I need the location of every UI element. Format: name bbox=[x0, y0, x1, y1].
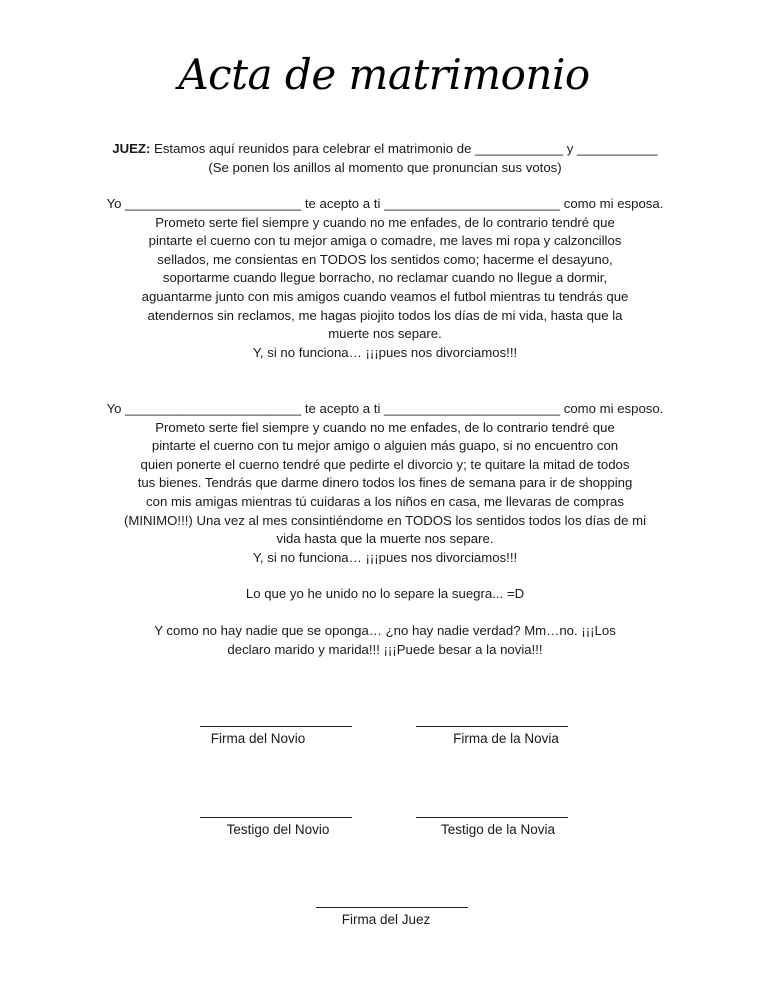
vow-novio-line: atendernos sin reclamos, me hagas piojito todos los días de mi vida, hasta que la bbox=[147, 307, 623, 323]
vow-novio-line: Y, si no funciona… ¡¡¡pues nos divorciamos!!! bbox=[252, 344, 518, 360]
vow-novio-line: pintarte el cuerno con tu mejor amiga o comadre, me laves mi ropa y calzoncillos bbox=[148, 233, 622, 249]
vow-novia-line: (MINIMO!!!) Una vez al mes consintiéndome en TODOS los sentidos todos los días de mi bbox=[123, 512, 647, 528]
juez-label: JUEZ: bbox=[112, 141, 151, 156]
vow-novia-line: tus bienes. Tendrás que darme dinero todos los fines de semana para ir de shopping bbox=[137, 475, 633, 491]
novia-signature-line[interactable] bbox=[416, 726, 568, 727]
testigo-novia-label: Testigo de la Novia bbox=[440, 822, 556, 837]
vow-novio-line: muerte nos separe. bbox=[328, 326, 442, 342]
vow-novio-line: sellados, me consientas en TODOS los sentidos como; hacerme el desayuno, bbox=[157, 251, 613, 267]
suegra-line bbox=[105, 585, 665, 604]
testigo-novio-label: Testigo del Novio bbox=[226, 822, 330, 837]
vow-novia-line: pintarte el cuerno con tu mejor amigo o alguien más guapo, si no encuentro con bbox=[151, 438, 619, 454]
vow-novio-block bbox=[105, 195, 665, 362]
testigo-novio-signature-line[interactable] bbox=[200, 817, 352, 818]
vow-novia-line: Yo ________________________ te acepto a ti ________________________ como mi esposo. bbox=[106, 401, 664, 416]
testigo-novia-signature-line[interactable] bbox=[416, 817, 568, 818]
vow-novia-line: con mis amigas mientras tú cuidaras a los niños en casa, me llevaras de compras bbox=[146, 493, 624, 509]
vow-novio-line: soportarme cuando llegue borracho, no reclamar cuando no llegue a dormir, bbox=[162, 270, 608, 286]
closing-line-2: declaro marido y marida!!! ¡¡¡Puede besar a la novia!!! bbox=[227, 641, 543, 657]
vow-novia-line: quien ponerte el cuerno tendré que pedirte el divorcio y; te quitare la mitad de todos bbox=[140, 456, 630, 472]
vow-novia-line: vida hasta que la muerte nos separe. bbox=[276, 531, 494, 547]
juez-signature-label: Firma del Juez bbox=[341, 912, 431, 927]
intro-text: Estamos aquí reunidos para celebrar el matrimonio de ____________ y ___________ bbox=[154, 141, 658, 156]
vow-novia-line: Prometo serte fiel siempre y cuando no me enfades, de lo contrario tendré que bbox=[155, 419, 615, 435]
closing-line-1: Y como no hay nadie que se oponga… ¿no hay nadie verdad? Mm…no. ¡¡¡Los bbox=[154, 623, 616, 638]
vow-novio-line: aguantarme junto con mis amigos cuando veamos el futbol mientras tu tendrás que bbox=[141, 288, 629, 304]
vow-novio-line: Yo ________________________ te acepto a ti ________________________ como mi esposa. bbox=[106, 196, 664, 211]
novia-signature-label: Firma de la Novia bbox=[453, 731, 559, 746]
juez-signature-line[interactable] bbox=[316, 907, 468, 908]
intro-block bbox=[105, 140, 665, 177]
document-title: Acta de matrimonio bbox=[178, 50, 590, 99]
suegra-text: Lo que yo he unido no lo separe la suegra... =D bbox=[245, 586, 525, 601]
vow-novia-line: Y, si no funciona… ¡¡¡pues nos divorciamos!!! bbox=[252, 549, 518, 565]
vow-novio-line: Prometo serte fiel siempre y cuando no me enfades, de lo contrario tendré que bbox=[155, 214, 615, 230]
closing-block bbox=[105, 622, 665, 659]
vow-novia-block bbox=[105, 400, 665, 567]
novio-signature-label: Firma del Novio bbox=[210, 731, 306, 746]
intro-line-1 bbox=[105, 140, 665, 159]
intro-line-2: (Se ponen los anillos al momento que pronuncian sus votos) bbox=[208, 159, 562, 175]
novio-signature-line[interactable] bbox=[200, 726, 352, 727]
